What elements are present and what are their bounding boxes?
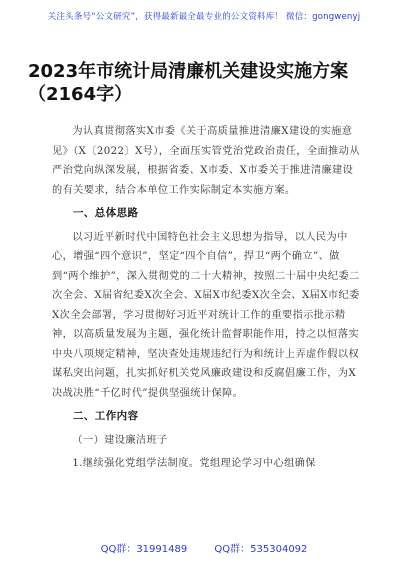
subsection-heading-clean-team: （一）建设廉洁班子 (72, 434, 168, 446)
footer-contacts (0, 540, 408, 555)
header-banner: 关注头条号“公文研究”，获得最新最全最专业的公文资料库！ 微信：gongwenyj (47, 12, 361, 22)
overall-approach-paragraph: 以习近平新时代中国特色社会主义思想为指导，以人民为中心，增强“四个意识”，坚定“四个自信”，捍卫“两个确立”、做到“两个维护”，深入贯彻党的二十大精神，按照二十届中央纪委二次全会、X届省纪委X次全会、X届X市纪委X次全会、X届X市纪委X次全会部署，学习贯彻好习近平对统计工作的重要指示批示精神，以高质量发展为主题，强化统计监督职能作用，持之以恒落实中央八项规定精神，坚决查处违规违纪行为和统计上弄虚作假以权谋私突出问题，扎实抓好机关党风廉政建设和反腐倡廉工作，为X决战决胜“千亿时代”提供坚强统计保障。 (52, 231, 360, 399)
qq-group-2: QQ群：535304092 (214, 544, 308, 555)
section-heading-overall-approach: 一、总体思路 (73, 207, 139, 219)
section-heading-work-content: 二、工作内容 (73, 410, 139, 422)
document-body (52, 122, 362, 478)
qq-group-1: QQ群：31991489 (100, 544, 188, 555)
document-title: 2023年市统计局清廉机关建设实施方案（2164字） (28, 61, 349, 105)
item-1-paragraph: 1.继续强化党组学法制度。党组理论学习中心组确保 (72, 458, 316, 469)
intro-paragraph: 为认真贯彻落实X市委《关于高质量推进清廉X建设的实施意见》（X〔2022〕X号），全面压实管党治党政治责任，全面推动从严治党向纵深发展，根据省委、X市委、X市委关于推进清廉建设的有关要求，结合本单位工作实际制定本实施方案。 (52, 126, 360, 196)
